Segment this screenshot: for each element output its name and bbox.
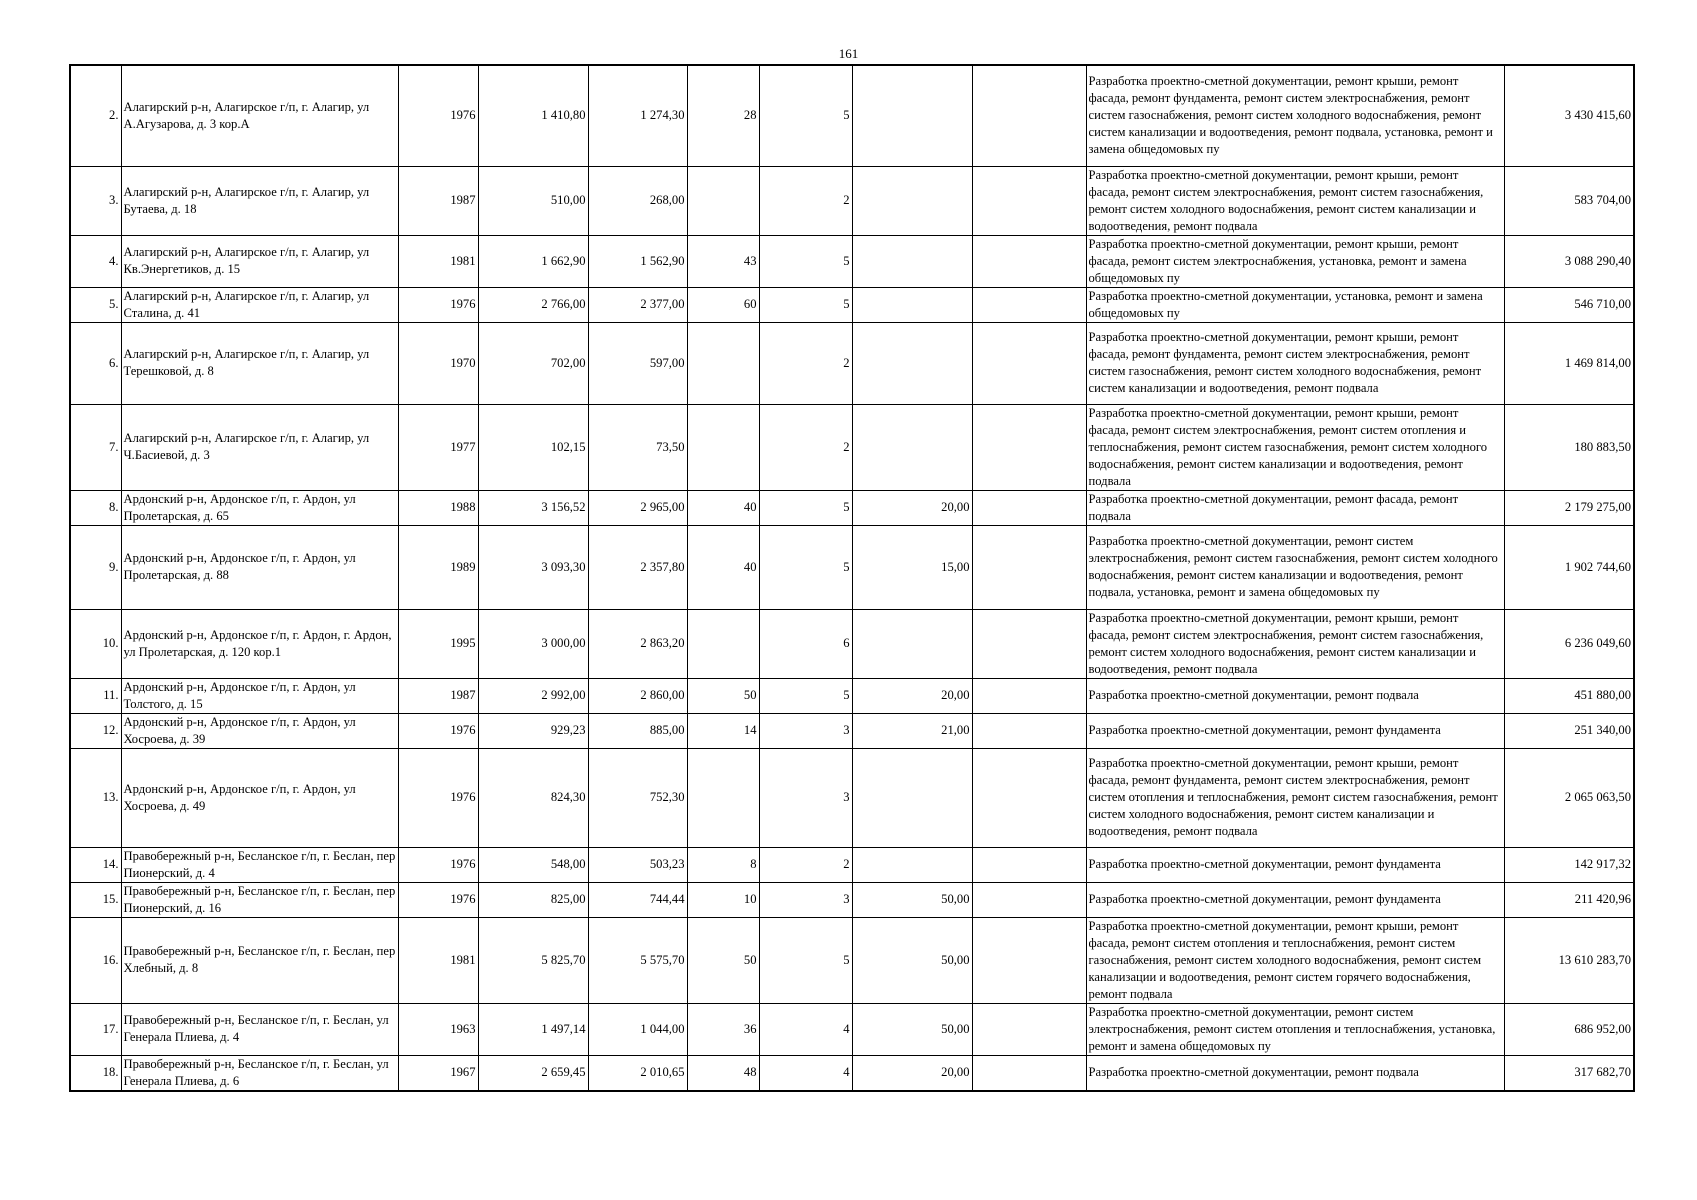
table-row bbox=[70, 235, 1634, 287]
living-area-cell: 2 965,00 bbox=[588, 490, 687, 525]
row-number: 6. bbox=[70, 322, 121, 404]
year-cell: 1970 bbox=[398, 322, 478, 404]
total-area-cell: 3 093,30 bbox=[478, 525, 588, 609]
works-cell: Разработка проектно-сметной документации, ремонт крыши, ремонт фасада, ремонт фундамента, ремонт систем электроснабжения, ремонт систем газоснабжения, ремонт систем холодного водоснабжения, ремонт систем канализации и водоотведения, ремонт подвала, установка, ремонт и замена общедомовых пу bbox=[1086, 65, 1504, 166]
cost-cell: 180 883,50 bbox=[1504, 404, 1634, 490]
address-cell: Ардонский р-н, Ардонское г/п, г. Ардон, ул Хосроева, д. 39 bbox=[121, 713, 398, 748]
cost-cell: 211 420,96 bbox=[1504, 882, 1634, 917]
wear-cell bbox=[852, 847, 972, 882]
living-area-cell: 503,23 bbox=[588, 847, 687, 882]
extra-cell bbox=[972, 235, 1086, 287]
table-row bbox=[70, 847, 1634, 882]
living-area-cell: 1 044,00 bbox=[588, 1003, 687, 1055]
residents-cell: 48 bbox=[687, 1055, 759, 1091]
row-number: 10. bbox=[70, 609, 121, 678]
floors-cell: 5 bbox=[759, 678, 852, 713]
cost-cell: 3 430 415,60 bbox=[1504, 65, 1634, 166]
address-cell: Ардонский р-н, Ардонское г/п, г. Ардон, ул Толстого, д. 15 bbox=[121, 678, 398, 713]
residents-cell: 43 bbox=[687, 235, 759, 287]
year-cell: 1987 bbox=[398, 678, 478, 713]
extra-cell bbox=[972, 609, 1086, 678]
extra-cell bbox=[972, 166, 1086, 235]
living-area-cell: 2 863,20 bbox=[588, 609, 687, 678]
floors-cell: 5 bbox=[759, 235, 852, 287]
floors-cell: 5 bbox=[759, 65, 852, 166]
extra-cell bbox=[972, 678, 1086, 713]
floors-cell: 5 bbox=[759, 525, 852, 609]
year-cell: 1976 bbox=[398, 847, 478, 882]
year-cell: 1976 bbox=[398, 882, 478, 917]
table-row bbox=[70, 678, 1634, 713]
total-area-cell: 824,30 bbox=[478, 748, 588, 847]
cost-cell: 3 088 290,40 bbox=[1504, 235, 1634, 287]
table-body bbox=[70, 65, 1634, 1091]
cost-cell: 2 179 275,00 bbox=[1504, 490, 1634, 525]
living-area-cell: 2 860,00 bbox=[588, 678, 687, 713]
cost-cell: 451 880,00 bbox=[1504, 678, 1634, 713]
year-cell: 1987 bbox=[398, 166, 478, 235]
row-number: 5. bbox=[70, 287, 121, 322]
floors-cell: 3 bbox=[759, 748, 852, 847]
residents-cell bbox=[687, 166, 759, 235]
extra-cell bbox=[972, 287, 1086, 322]
year-cell: 1988 bbox=[398, 490, 478, 525]
table-row bbox=[70, 882, 1634, 917]
row-number: 11. bbox=[70, 678, 121, 713]
wear-cell bbox=[852, 322, 972, 404]
address-cell: Алагирский р-н, Алагирское г/п, г. Алагир, ул А.Агузарова, д. 3 кор.А bbox=[121, 65, 398, 166]
address-cell: Правобережный р-н, Бесланское г/п, г. Беслан, пер Пионерский, д. 16 bbox=[121, 882, 398, 917]
extra-cell bbox=[972, 1055, 1086, 1091]
total-area-cell: 1 410,80 bbox=[478, 65, 588, 166]
total-area-cell: 2 659,45 bbox=[478, 1055, 588, 1091]
extra-cell bbox=[972, 882, 1086, 917]
living-area-cell: 752,30 bbox=[588, 748, 687, 847]
wear-cell: 50,00 bbox=[852, 1003, 972, 1055]
year-cell: 1963 bbox=[398, 1003, 478, 1055]
extra-cell bbox=[972, 917, 1086, 1003]
extra-cell bbox=[972, 404, 1086, 490]
row-number: 15. bbox=[70, 882, 121, 917]
cost-cell: 142 917,32 bbox=[1504, 847, 1634, 882]
row-number: 16. bbox=[70, 917, 121, 1003]
cost-cell: 686 952,00 bbox=[1504, 1003, 1634, 1055]
year-cell: 1976 bbox=[398, 748, 478, 847]
address-cell: Ардонский р-н, Ардонское г/п, г. Ардон, г. Ардон, ул Пролетарская, д. 120 кор.1 bbox=[121, 609, 398, 678]
residents-cell: 14 bbox=[687, 713, 759, 748]
wear-cell bbox=[852, 609, 972, 678]
living-area-cell: 2 377,00 bbox=[588, 287, 687, 322]
extra-cell bbox=[972, 65, 1086, 166]
floors-cell: 3 bbox=[759, 882, 852, 917]
living-area-cell: 268,00 bbox=[588, 166, 687, 235]
wear-cell bbox=[852, 65, 972, 166]
floors-cell: 5 bbox=[759, 287, 852, 322]
wear-cell: 21,00 bbox=[852, 713, 972, 748]
floors-cell: 4 bbox=[759, 1055, 852, 1091]
table-row bbox=[70, 1003, 1634, 1055]
table-row bbox=[70, 166, 1634, 235]
works-cell: Разработка проектно-сметной документации, ремонт систем электроснабжения, ремонт систем газоснабжения, ремонт систем холодного водоснабжения, ремонт систем канализации и водоотведения, ремонт подвала, установка, ремонт и замена общедомовых пу bbox=[1086, 525, 1504, 609]
row-number: 13. bbox=[70, 748, 121, 847]
total-area-cell: 5 825,70 bbox=[478, 917, 588, 1003]
living-area-cell: 1 274,30 bbox=[588, 65, 687, 166]
year-cell: 1976 bbox=[398, 65, 478, 166]
floors-cell: 2 bbox=[759, 404, 852, 490]
row-number: 8. bbox=[70, 490, 121, 525]
year-cell: 1976 bbox=[398, 287, 478, 322]
total-area-cell: 825,00 bbox=[478, 882, 588, 917]
total-area-cell: 702,00 bbox=[478, 322, 588, 404]
table-row bbox=[70, 748, 1634, 847]
residents-cell: 36 bbox=[687, 1003, 759, 1055]
address-cell: Алагирский р-н, Алагирское г/п, г. Алагир, ул Кв.Энергетиков, д. 15 bbox=[121, 235, 398, 287]
living-area-cell: 5 575,70 bbox=[588, 917, 687, 1003]
total-area-cell: 1 662,90 bbox=[478, 235, 588, 287]
year-cell: 1981 bbox=[398, 235, 478, 287]
living-area-cell: 1 562,90 bbox=[588, 235, 687, 287]
living-area-cell: 2 010,65 bbox=[588, 1055, 687, 1091]
works-cell: Разработка проектно-сметной документации, ремонт фасада, ремонт подвала bbox=[1086, 490, 1504, 525]
works-cell: Разработка проектно-сметной документации, ремонт систем электроснабжения, ремонт систем отопления и теплоснабжения, установка, ремонт и замена общедомовых пу bbox=[1086, 1003, 1504, 1055]
table-row bbox=[70, 1055, 1634, 1091]
residents-cell: 60 bbox=[687, 287, 759, 322]
cost-cell: 1 902 744,60 bbox=[1504, 525, 1634, 609]
works-cell: Разработка проектно-сметной документации, ремонт фундамента bbox=[1086, 847, 1504, 882]
wear-cell bbox=[852, 166, 972, 235]
works-cell: Разработка проектно-сметной документации, ремонт крыши, ремонт фасада, ремонт фундамента, ремонт систем электроснабжения, ремонт систем газоснабжения, ремонт систем холодного водоснабжения, ремонт систем канализации и водоотведения, ремонт подвала bbox=[1086, 322, 1504, 404]
wear-cell: 15,00 bbox=[852, 525, 972, 609]
table-row bbox=[70, 404, 1634, 490]
total-area-cell: 102,15 bbox=[478, 404, 588, 490]
table-row bbox=[70, 525, 1634, 609]
address-cell: Правобережный р-н, Бесланское г/п, г. Беслан, ул Генерала Плиева, д. 6 bbox=[121, 1055, 398, 1091]
address-cell: Алагирский р-н, Алагирское г/п, г. Алагир, ул Ч.Басиевой, д. 3 bbox=[121, 404, 398, 490]
address-cell: Алагирский р-н, Алагирское г/п, г. Алагир, ул Терешковой, д. 8 bbox=[121, 322, 398, 404]
living-area-cell: 744,44 bbox=[588, 882, 687, 917]
total-area-cell: 1 497,14 bbox=[478, 1003, 588, 1055]
works-cell: Разработка проектно-сметной документации, ремонт крыши, ремонт фасада, ремонт систем электроснабжения, ремонт систем газоснабжения, ремонт систем холодного водоснабжения, ремонт систем канализации и водоотведения, ремонт подвала bbox=[1086, 609, 1504, 678]
total-area-cell: 929,23 bbox=[478, 713, 588, 748]
works-cell: Разработка проектно-сметной документации, ремонт крыши, ремонт фасада, ремонт систем отопления и теплоснабжения, ремонт систем газоснабжения, ремонт систем холодного водоснабжения, ремонт систем канализации и водоотведения, ремонт систем горячего водоснабжения, ремонт подвала bbox=[1086, 917, 1504, 1003]
year-cell: 1977 bbox=[398, 404, 478, 490]
works-cell: Разработка проектно-сметной документации, ремонт подвала bbox=[1086, 1055, 1504, 1091]
wear-cell: 50,00 bbox=[852, 917, 972, 1003]
year-cell: 1995 bbox=[398, 609, 478, 678]
year-cell: 1967 bbox=[398, 1055, 478, 1091]
total-area-cell: 2 992,00 bbox=[478, 678, 588, 713]
cost-cell: 6 236 049,60 bbox=[1504, 609, 1634, 678]
row-number: 17. bbox=[70, 1003, 121, 1055]
residents-cell: 40 bbox=[687, 525, 759, 609]
year-cell: 1989 bbox=[398, 525, 478, 609]
housing-repair-table bbox=[69, 64, 1635, 1092]
year-cell: 1981 bbox=[398, 917, 478, 1003]
total-area-cell: 2 766,00 bbox=[478, 287, 588, 322]
works-cell: Разработка проектно-сметной документации, ремонт крыши, ремонт фасада, ремонт систем электроснабжения, ремонт систем отопления и теплоснабжения, ремонт систем газоснабжения, ремонт систем холодного водоснабжения, ремонт систем канализации и водоотведения, ремонт подвала bbox=[1086, 404, 1504, 490]
residents-cell: 8 bbox=[687, 847, 759, 882]
table-row bbox=[70, 65, 1634, 166]
wear-cell bbox=[852, 287, 972, 322]
floors-cell: 2 bbox=[759, 847, 852, 882]
residents-cell bbox=[687, 748, 759, 847]
living-area-cell: 2 357,80 bbox=[588, 525, 687, 609]
floors-cell: 6 bbox=[759, 609, 852, 678]
cost-cell: 546 710,00 bbox=[1504, 287, 1634, 322]
table-row bbox=[70, 287, 1634, 322]
row-number: 4. bbox=[70, 235, 121, 287]
residents-cell bbox=[687, 322, 759, 404]
cost-cell: 2 065 063,50 bbox=[1504, 748, 1634, 847]
cost-cell: 251 340,00 bbox=[1504, 713, 1634, 748]
extra-cell bbox=[972, 525, 1086, 609]
row-number: 7. bbox=[70, 404, 121, 490]
address-cell: Ардонский р-н, Ардонское г/п, г. Ардон, ул Хосроева, д. 49 bbox=[121, 748, 398, 847]
address-cell: Ардонский р-н, Ардонское г/п, г. Ардон, ул Пролетарская, д. 88 bbox=[121, 525, 398, 609]
extra-cell bbox=[972, 847, 1086, 882]
wear-cell: 50,00 bbox=[852, 882, 972, 917]
cost-cell: 317 682,70 bbox=[1504, 1055, 1634, 1091]
extra-cell bbox=[972, 322, 1086, 404]
residents-cell: 10 bbox=[687, 882, 759, 917]
living-area-cell: 73,50 bbox=[588, 404, 687, 490]
table-row bbox=[70, 917, 1634, 1003]
floors-cell: 2 bbox=[759, 166, 852, 235]
residents-cell: 28 bbox=[687, 65, 759, 166]
address-cell: Правобережный р-н, Бесланское г/п, г. Беслан, ул Генерала Плиева, д. 4 bbox=[121, 1003, 398, 1055]
total-area-cell: 510,00 bbox=[478, 166, 588, 235]
floors-cell: 5 bbox=[759, 917, 852, 1003]
works-cell: Разработка проектно-сметной документации, ремонт подвала bbox=[1086, 678, 1504, 713]
works-cell: Разработка проектно-сметной документации, установка, ремонт и замена общедомовых пу bbox=[1086, 287, 1504, 322]
residents-cell bbox=[687, 404, 759, 490]
living-area-cell: 597,00 bbox=[588, 322, 687, 404]
works-cell: Разработка проектно-сметной документации, ремонт фундамента bbox=[1086, 713, 1504, 748]
wear-cell: 20,00 bbox=[852, 678, 972, 713]
address-cell: Правобережный р-н, Бесланское г/п, г. Беслан, пер Пионерский, д. 4 bbox=[121, 847, 398, 882]
row-number: 9. bbox=[70, 525, 121, 609]
floors-cell: 4 bbox=[759, 1003, 852, 1055]
total-area-cell: 548,00 bbox=[478, 847, 588, 882]
works-cell: Разработка проектно-сметной документации, ремонт крыши, ремонт фасада, ремонт систем электроснабжения, установка, ремонт и замена общедомовых пу bbox=[1086, 235, 1504, 287]
row-number: 18. bbox=[70, 1055, 121, 1091]
total-area-cell: 3 000,00 bbox=[478, 609, 588, 678]
works-cell: Разработка проектно-сметной документации, ремонт крыши, ремонт фасада, ремонт систем электроснабжения, ремонт систем газоснабжения, ремонт систем холодного водоснабжения, ремонт систем канализации и водоотведения, ремонт подвала bbox=[1086, 166, 1504, 235]
row-number: 2. bbox=[70, 65, 121, 166]
wear-cell bbox=[852, 404, 972, 490]
extra-cell bbox=[972, 713, 1086, 748]
residents-cell: 50 bbox=[687, 917, 759, 1003]
row-number: 3. bbox=[70, 166, 121, 235]
floors-cell: 2 bbox=[759, 322, 852, 404]
table-row bbox=[70, 490, 1634, 525]
table-row bbox=[70, 609, 1634, 678]
living-area-cell: 885,00 bbox=[588, 713, 687, 748]
floors-cell: 5 bbox=[759, 490, 852, 525]
address-cell: Правобережный р-н, Бесланское г/п, г. Беслан, пер Хлебный, д. 8 bbox=[121, 917, 398, 1003]
total-area-cell: 3 156,52 bbox=[478, 490, 588, 525]
wear-cell: 20,00 bbox=[852, 490, 972, 525]
wear-cell bbox=[852, 748, 972, 847]
table-row bbox=[70, 713, 1634, 748]
address-cell: Алагирский р-н, Алагирское г/п, г. Алагир, ул Сталина, д. 41 bbox=[121, 287, 398, 322]
cost-cell: 1 469 814,00 bbox=[1504, 322, 1634, 404]
page-number: 161 bbox=[838, 46, 859, 61]
extra-cell bbox=[972, 1003, 1086, 1055]
row-number: 12. bbox=[70, 713, 121, 748]
cost-cell: 13 610 283,70 bbox=[1504, 917, 1634, 1003]
works-cell: Разработка проектно-сметной документации, ремонт крыши, ремонт фасада, ремонт фундамента, ремонт систем электроснабжения, ремонт систем отопления и теплоснабжения, ремонт систем газоснабжения, ремонт систем холодного водоснабжения, ремонт систем канализации и водоотведения, ремонт подвала bbox=[1086, 748, 1504, 847]
floors-cell: 3 bbox=[759, 713, 852, 748]
works-cell: Разработка проектно-сметной документации, ремонт фундамента bbox=[1086, 882, 1504, 917]
residents-cell: 40 bbox=[687, 490, 759, 525]
extra-cell bbox=[972, 490, 1086, 525]
address-cell: Ардонский р-н, Ардонское г/п, г. Ардон, ул Пролетарская, д. 65 bbox=[121, 490, 398, 525]
wear-cell: 20,00 bbox=[852, 1055, 972, 1091]
address-cell: Алагирский р-н, Алагирское г/п, г. Алагир, ул Бутаева, д. 18 bbox=[121, 166, 398, 235]
residents-cell bbox=[687, 609, 759, 678]
table-row bbox=[70, 322, 1634, 404]
residents-cell: 50 bbox=[687, 678, 759, 713]
wear-cell bbox=[852, 235, 972, 287]
row-number: 14. bbox=[70, 847, 121, 882]
cost-cell: 583 704,00 bbox=[1504, 166, 1634, 235]
year-cell: 1976 bbox=[398, 713, 478, 748]
extra-cell bbox=[972, 748, 1086, 847]
